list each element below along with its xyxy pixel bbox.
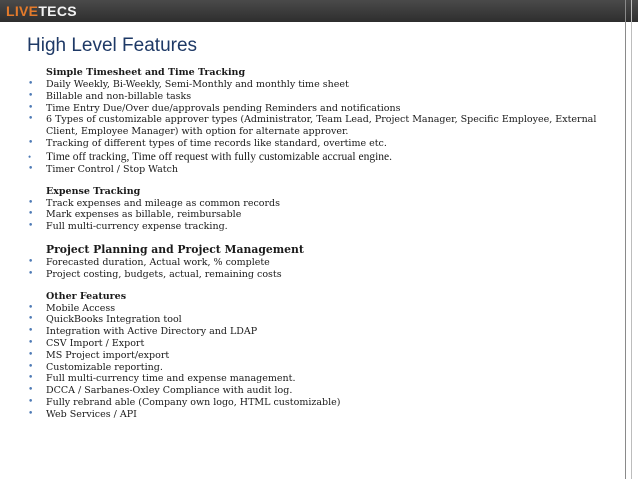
bullet-icon: •: [28, 90, 34, 101]
list-item-text: Forecasted duration, Actual work, % complete: [46, 256, 270, 268]
bullet-icon: •: [28, 102, 34, 113]
list-item: [28, 314, 614, 326]
list-item-text: 6 Types of customizable approver types (Administrator, Team Lead, Project Manager, Specific Employee, External Client, Employee Manager) with option for alternate approver.: [46, 114, 597, 138]
bullet-icon: •: [28, 197, 34, 208]
bullet-icon: •: [28, 408, 34, 419]
list-item-text: Full multi-currency expense tracking.: [46, 221, 228, 233]
list-item-text: QuickBooks Integration tool: [46, 314, 182, 326]
list-item: [28, 350, 614, 362]
list-item-text: CSV Import / Export: [46, 337, 145, 349]
list-item: [28, 221, 614, 233]
list-item-text: Full multi-currency time and expense management.: [46, 373, 296, 385]
list-item-text: Time Entry Due/Over due/approvals pending Reminders and notifications: [46, 102, 401, 114]
bullet-icon: •: [28, 268, 34, 279]
list-item: [28, 326, 614, 338]
list-item-text: Web Services / API: [46, 408, 137, 420]
section-timesheet: [28, 66, 614, 176]
list-item: [28, 362, 614, 374]
bullet-icon: •: [28, 151, 32, 162]
section-expense: [28, 185, 614, 233]
list-item: [28, 257, 614, 269]
list-item: [28, 114, 614, 138]
list-item-text: Customizable reporting.: [46, 361, 163, 373]
list-item-text: MS Project import/export: [46, 349, 170, 361]
bullet-icon: •: [28, 79, 34, 89]
bullet-icon: •: [28, 326, 34, 337]
list-item-text: Project costing, budgets, actual, remaining costs: [46, 268, 282, 280]
section-project: [28, 242, 614, 281]
feature-list: [28, 197, 614, 233]
bullet-icon: •: [28, 349, 34, 360]
list-item: [28, 79, 614, 91]
list-item-text: Billable and non-billable tasks: [46, 90, 192, 102]
bullet-icon: •: [28, 137, 34, 148]
list-item-text: Time off tracking, Time off request with fully customizable accrual engine.: [46, 150, 392, 163]
list-item: [28, 397, 614, 409]
list-item-text: Fully rebrand able (Company own logo, HTML customizable): [46, 396, 341, 408]
bullet-icon: •: [28, 314, 34, 325]
bullet-icon: •: [28, 337, 34, 348]
list-item: [28, 338, 614, 350]
list-item-text: Integration with Active Directory and LDAP: [46, 326, 258, 338]
feature-list: [28, 302, 614, 421]
header-bar: [0, 0, 638, 22]
right-border-line: [625, 0, 626, 479]
livetecs-logo: [6, 3, 77, 19]
list-item: [28, 209, 614, 221]
list-item-text: Tracking of different types of time records like standard, overtime etc.: [46, 137, 387, 149]
list-item-text: Track expenses and mileage as common records: [46, 197, 280, 209]
bullet-icon: •: [28, 396, 34, 407]
features-content: [28, 66, 614, 430]
feature-list: [28, 79, 614, 176]
list-item: [28, 103, 614, 115]
bullet-icon: •: [28, 114, 34, 125]
bullet-icon: •: [28, 302, 34, 313]
list-item: [28, 303, 614, 315]
list-item-text: Timer Control / Stop Watch: [46, 163, 179, 175]
section-heading: Project Planning and Project Management: [46, 242, 304, 256]
list-item: [28, 91, 614, 103]
logo-part-live: LIVE: [6, 3, 39, 19]
logo-part-tecs: TECS: [38, 3, 77, 19]
list-item: [28, 150, 614, 164]
list-item: [28, 198, 614, 210]
section-other: [28, 290, 614, 421]
section-heading: Expense Tracking: [46, 185, 141, 197]
list-item: [28, 373, 614, 385]
bullet-icon: •: [28, 361, 34, 372]
slide-title: High Level Features: [27, 35, 198, 56]
list-item: [28, 164, 614, 176]
bullet-icon: •: [28, 256, 34, 267]
list-item-text: Daily Weekly, Bi-Weekly, Semi-Monthly and monthly time sheet: [46, 79, 349, 90]
bullet-icon: •: [28, 385, 34, 396]
list-item-text: DCCA / Sarbanes-Oxley Compliance with audit log.: [46, 385, 293, 397]
feature-list: [28, 256, 614, 281]
section-heading: Other Features: [46, 290, 127, 302]
list-item-text: Mark expenses as billable, reimbursable: [46, 209, 242, 221]
bullet-icon: •: [28, 163, 34, 174]
list-item: [28, 409, 614, 421]
bullet-icon: •: [28, 221, 34, 232]
list-item: [28, 385, 614, 397]
list-item-text: Mobile Access: [46, 302, 116, 314]
bullet-icon: •: [28, 373, 34, 384]
right-border-line-outer: [631, 0, 632, 479]
list-item: [28, 138, 614, 150]
bullet-icon: •: [28, 209, 34, 220]
list-item: [28, 269, 614, 281]
section-heading: Simple Timesheet and Time Tracking: [46, 67, 246, 78]
